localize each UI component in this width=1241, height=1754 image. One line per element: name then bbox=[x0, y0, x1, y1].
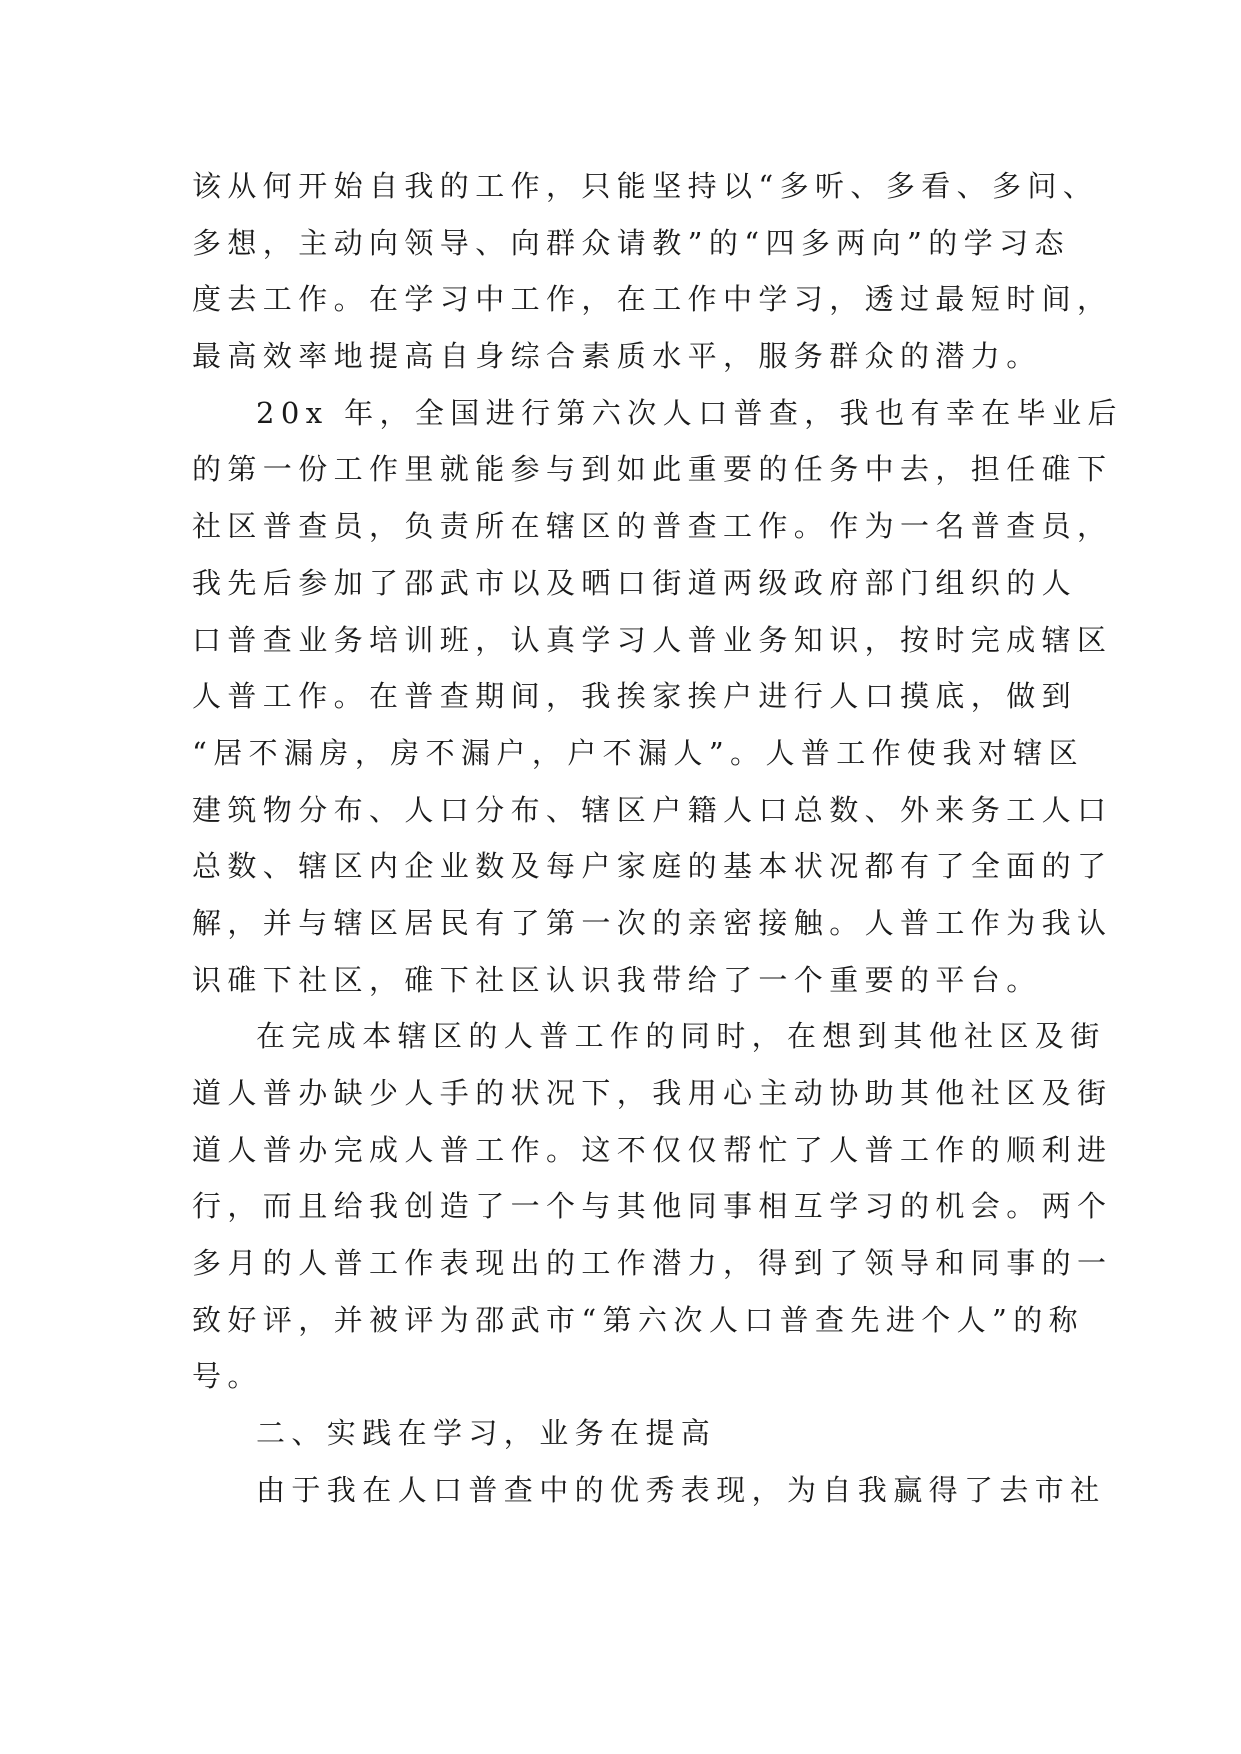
text-line: 我先后参加了邵武市以及晒口街道两级政府部门组织的人 bbox=[192, 565, 1078, 600]
body-text bbox=[192, 158, 1123, 1519]
paragraph-start-line: 在完成本辖区的人普工作的同时，在想到其他社区及街 bbox=[256, 1019, 1106, 1054]
section-heading: 二、实践在学习，业务在提高 bbox=[256, 1416, 717, 1451]
text-line: 人普工作。在普查期间，我挨家挨户进行人口摸底，做到 bbox=[192, 679, 1078, 714]
text-line: 多想，主动向领导、向群众请教”的“四多两向”的学习态 bbox=[192, 225, 1070, 260]
text-line: “居不漏房，房不漏户，户不漏人”。人普工作使我对辖区 bbox=[192, 735, 1085, 770]
text-line: 致好评，并被评为邵武市“第六次人口普查先进个人”的称 bbox=[192, 1302, 1085, 1337]
text-line: 行，而且给我创造了一个与其他同事相互学习的机会。两个 bbox=[192, 1189, 1113, 1224]
text-line: 号。 bbox=[192, 1359, 263, 1394]
text-line: 总数、辖区内企业数及每户家庭的基本状况都有了全面的了 bbox=[192, 849, 1113, 884]
text-line: 最高效率地提高自身综合素质水平，服务群众的潜力。 bbox=[192, 339, 1042, 374]
text-line: 道人普办完成人普工作。这不仅仅帮忙了人普工作的顺利进 bbox=[192, 1132, 1113, 1167]
text-line: 的第一份工作里就能参与到如此重要的任务中去，担任碓下 bbox=[192, 452, 1113, 487]
text-line: 建筑物分布、人口分布、辖区户籍人口总数、外来务工人口 bbox=[192, 792, 1113, 827]
text-line: 道人普办缺少人手的状况下，我用心主动协助其他社区及街 bbox=[192, 1076, 1113, 1110]
text-line: 社区普查员，负责所在辖区的普查工作。作为一名普查员， bbox=[192, 509, 1113, 544]
paragraph-start-line: 由于我在人口普查中的优秀表现，为自我赢得了去市社 bbox=[256, 1472, 1106, 1507]
text-line: 度去工作。在学习中工作，在工作中学习，透过最短时间， bbox=[192, 282, 1113, 317]
text-line: 口普查业务培训班，认真学习人普业务知识，按时完成辖区 bbox=[192, 622, 1113, 657]
text-line: 多月的人普工作表现出的工作潜力，得到了领导和同事的一 bbox=[192, 1246, 1113, 1281]
text-line: 解，并与辖区居民有了第一次的亲密接触。人普工作为我认 bbox=[192, 905, 1113, 940]
text-line: 该从何开始自我的工作，只能坚持以“多听、多看、多问、 bbox=[192, 169, 1099, 203]
paragraph-start-line: 20x 年，全国进行第六次人口普查，我也有幸在毕业后 bbox=[256, 395, 1123, 430]
text-line: 识碓下社区，碓下社区认识我带给了一个重要的平台。 bbox=[192, 962, 1042, 997]
